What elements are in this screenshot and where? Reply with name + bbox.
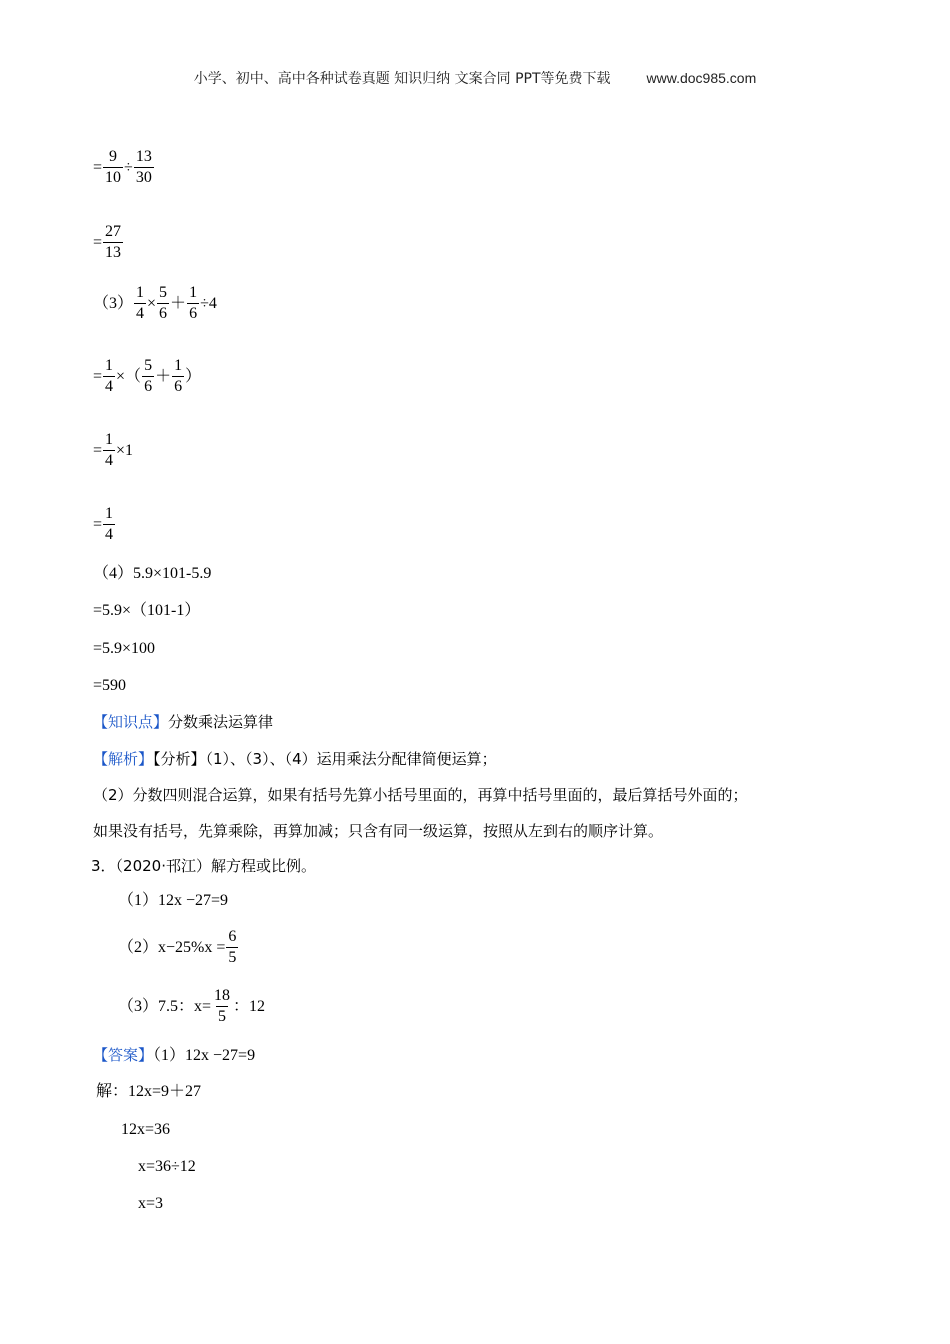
- question-part: （1）12x −27=9: [118, 892, 229, 909]
- fraction: $\frac{9}{10}$: [105, 148, 122, 186]
- calc-line: =5.9×100: [93, 640, 156, 657]
- question-part: [118, 927, 239, 968]
- calc-line: [93, 356, 201, 397]
- fraction: $\frac{1}{6}$: [189, 284, 198, 322]
- answer-line: [93, 1045, 255, 1066]
- header-url: www.doc985.com: [646, 70, 757, 86]
- fraction: $\frac{1}{4}$: [136, 284, 145, 322]
- equals-sign: =: [93, 367, 103, 385]
- calc-line: [93, 504, 116, 545]
- fraction: 1 6: [174, 357, 183, 395]
- knowledge-text: 分数乘法运算律: [168, 713, 274, 731]
- solution-step: 解：12x=9＋27: [96, 1083, 202, 1100]
- solution-step: x=3: [138, 1195, 164, 1212]
- fraction: $\frac{1}{4}$: [105, 357, 114, 395]
- page-header: [0, 68, 950, 88]
- calc-line: =5.9×（101-1）: [93, 602, 201, 619]
- part-text: ：12: [233, 997, 266, 1015]
- operator: ×: [147, 294, 157, 312]
- fraction: $\frac{6}{5}$: [228, 928, 237, 966]
- solution-step: 12x=36: [121, 1121, 171, 1138]
- fraction: $\frac{1}{4}$: [105, 505, 114, 543]
- close-paren: ）: [185, 367, 202, 385]
- equals-sign: =: [93, 515, 103, 533]
- operator: ÷: [124, 158, 133, 176]
- fraction: $\frac{5}{6}$: [159, 284, 168, 322]
- solution-step: x=36÷12: [138, 1158, 196, 1175]
- analysis-line: （2）分数四则混合运算，如果有括号先算小括号里面的，再算中括号里面的，最后算括号外面的；: [93, 786, 748, 804]
- analysis-text: 【分析】（1）、（3）、（4）运用乘法分配律简便运算；: [153, 750, 497, 768]
- part-text: （2）x−25%x =: [118, 938, 226, 956]
- knowledge-point: [93, 712, 273, 732]
- analysis-line: 如果没有括号，先算乘除，再算加减；只含有同一级运算，按照从左到右的顺序计算。: [93, 822, 664, 840]
- fraction: $\frac{1}{4}$: [105, 431, 114, 469]
- question-title: 3．（2020·邗江）解方程或比例。: [91, 857, 316, 875]
- knowledge-tag: 【知识点】: [93, 713, 169, 731]
- calc-line: [93, 147, 155, 188]
- fraction: $\frac{18}{5}$: [214, 987, 231, 1025]
- item-label: （3）: [93, 294, 134, 312]
- analysis-tag: 【解析】: [93, 750, 154, 768]
- fraction: $\frac{27}{13}$: [105, 223, 122, 261]
- fraction: $\frac{13}{30}$: [135, 148, 152, 186]
- header-text: 小学、初中、高中各种试卷真题 知识归纳 文案合同 PPT等免费下载: [193, 71, 611, 87]
- tail-text: ×1: [116, 441, 134, 459]
- tail-text: ÷4: [200, 294, 217, 312]
- equals-sign: =: [93, 441, 103, 459]
- calc-line: [93, 283, 217, 324]
- operator: ＋: [155, 367, 172, 385]
- calc-line: =590: [93, 677, 127, 694]
- answer-tag: 【答案】: [93, 1046, 154, 1064]
- question-part: [118, 986, 265, 1027]
- answer-text: （1）12x −27=9: [153, 1047, 256, 1064]
- calc-line: （4）5.9×101-5.9: [93, 565, 212, 582]
- calc-line: [93, 222, 124, 263]
- equals-sign: =: [93, 233, 103, 251]
- equals-sign: =: [93, 158, 103, 176]
- calc-line: [93, 430, 133, 471]
- part-text: （3）7.5：x=: [118, 997, 212, 1015]
- analysis-line: [93, 749, 497, 769]
- operator: ＋: [170, 294, 187, 312]
- fraction: 5 6: [144, 357, 153, 395]
- operator: ×（: [116, 367, 142, 385]
